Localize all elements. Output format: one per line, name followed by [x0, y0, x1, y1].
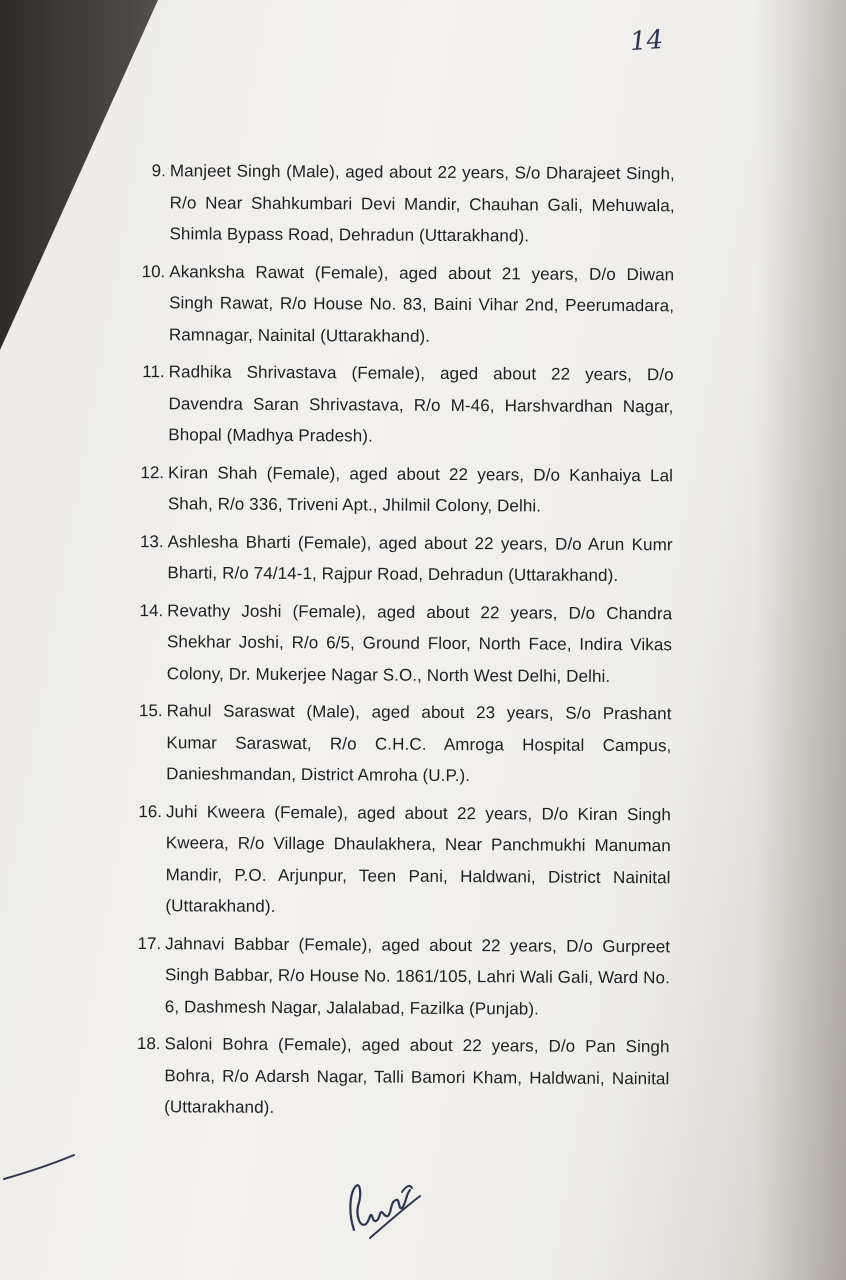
party-list: [124, 155, 675, 1132]
list-item: [129, 255, 675, 353]
item-number: 14.: [139, 600, 164, 620]
margin-pen-stroke: [0, 1145, 80, 1190]
item-number: 11.: [142, 362, 165, 382]
item-text: Rahul Saraswat (Male), aged about 23 years, S/o Prashant Kumar Saraswat, R/o C.H.C. Amroga Hospital Campus, Danieshmandan, District Amroha (U.P.).: [166, 701, 672, 786]
item-number: 12.: [140, 462, 165, 482]
list-item: [127, 594, 673, 692]
item-number: 9.: [151, 161, 166, 181]
item-number: 16.: [138, 801, 163, 821]
item-text: Akanksha Rawat (Female), aged about 21 years, D/o Diwan Singh Rawat, R/o House No. 83, Baini Vihar 2nd, Peerumadara, Ramnagar, Nainital (Uttarakhand).: [168, 261, 675, 346]
item-text: Jahnavi Babbar (Female), aged about 22 years, D/o Gurpreet Singh Babbar, R/o House No. 1861/105, Lahri Wali Gali, Ward No. 6, Dashmesh Nagar, Jalalabad, Fazilka (Punjab).: [164, 933, 671, 1019]
item-text: Juhi Kweera (Female), aged about 22 years, D/o Kiran Singh Kweera, R/o Village Dhaulakhera, Near Panchmukhi Manuman Mandir, P.O. Arjunpur, Teen Pani, Haldwani, District Nainital (Uttarakhand).: [165, 801, 672, 916]
item-number: 13.: [139, 531, 164, 551]
item-text: Revathy Joshi (Female), aged about 22 years, D/o Chandra Shekhar Joshi, R/o 6/5, Ground Floor, North Face, Indira Vikas Colony, Dr. Mukerjee Nagar S.O., North West Delhi, Delhi.: [166, 600, 673, 686]
list-item: [125, 927, 671, 1025]
item-number: 10.: [141, 261, 166, 281]
list-item: [128, 356, 674, 454]
list-item: [124, 1028, 670, 1126]
list-item: [126, 695, 672, 793]
page-edge-shade: [756, 0, 846, 1280]
list-item: [127, 525, 672, 591]
handwritten-page-number: 14: [628, 24, 665, 58]
item-number: 17.: [137, 933, 162, 953]
item-text: Radhika Shrivastava (Female), aged about 22 years, D/o Davendra Saran Shrivastava, R/o M-46, Harshvardhan Nagar, Bhopal (Madhya Pradesh).: [168, 362, 674, 446]
item-number: 15.: [138, 701, 163, 721]
item-text: Manjeet Singh (Male), aged about 22 years, S/o Dharajeet Singh, R/o Near Shahkumbari Devi Mandir, Chauhan Gali, Mehuwala, Shimla Bypass Road, Dehradun (Uttarakhand).: [169, 161, 675, 246]
list-item: [129, 155, 675, 253]
item-text: Saloni Bohra (Female), aged about 22 years, D/o Pan Singh Bohra, R/o Adarsh Nagar, Talli Bamori Kham, Haldwani, Nainital (Uttarakhand).: [164, 1034, 670, 1117]
list-item: [128, 456, 673, 522]
list-item: [125, 795, 671, 924]
signature-icon: [340, 1172, 430, 1247]
item-text: Ashlesha Bharti (Female), aged about 22 years, D/o Arun Kumr Bharti, R/o 74/14-1, Rajpur Road, Dehradun (Uttarakhand).: [167, 531, 673, 585]
item-number: 18.: [136, 1034, 161, 1054]
item-text: Kiran Shah (Female), aged about 22 years, D/o Kanhaiya Lal Shah, R/o 336, Triveni Apt., Jhilmil Colony, Delhi.: [167, 462, 674, 516]
